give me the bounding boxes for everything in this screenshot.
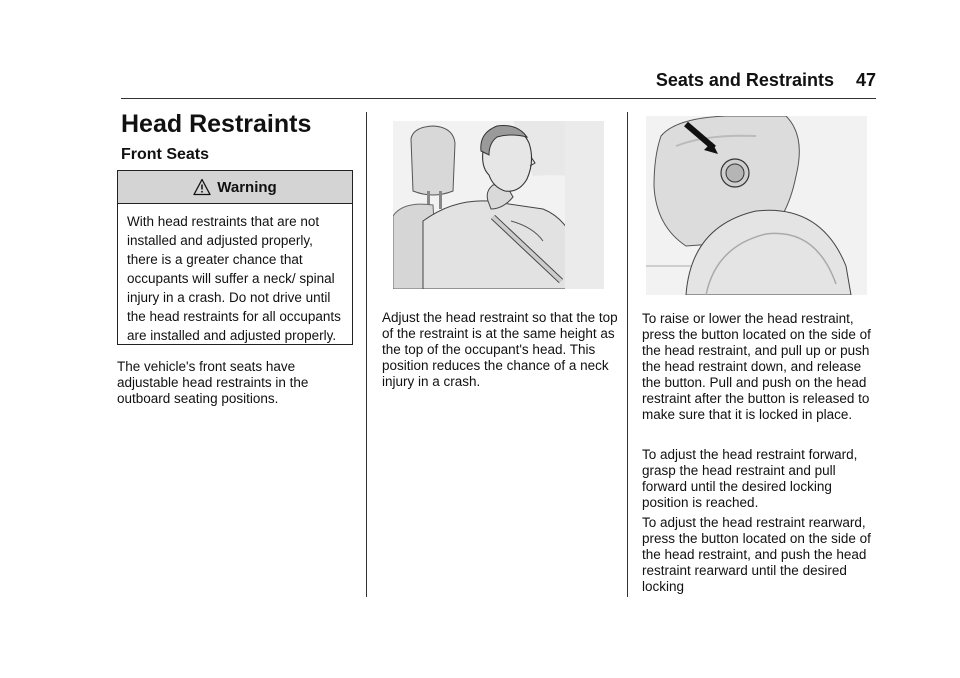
column-divider [627, 112, 628, 597]
head-restraint-button-illustration [646, 116, 867, 295]
warning-icon [193, 178, 211, 196]
seated-occupant-illustration-art [393, 121, 604, 289]
section-title: Head Restraints [121, 110, 312, 138]
paragraph: To raise or lower the head restraint, press the button located on the side of the head restraint, and pull up or push the head restraint down, and release the button. Pull and push on the head restraint after the button is released to make sure that it is locked in place. [642, 311, 871, 422]
seated-occupant-illustration [393, 121, 604, 289]
warning-label: Warning [217, 178, 277, 196]
warning-text: With head restraints that are not installed and adjusted properly, there is a greater chance that occupants will suffer a neck/ spinal injury in a crash. Do not drive until the head restraints for all occupants are installed and adjusted properly. [127, 214, 341, 343]
paragraph: To adjust the head restraint rearward, press the button located on the side of the head restraint, and push the head restraint rearward until the desired locking [642, 515, 871, 594]
warning-box [117, 170, 353, 345]
header-rule [121, 98, 876, 99]
paragraph: To adjust the head restraint forward, grasp the head restraint and pull forward until the desired locking position is reached. [642, 447, 858, 510]
paragraph: Adjust the head restraint so that the top of the restraint is at the same height as the top of the occupant's head. This position reduces the chance of a neck injury in a crash. [382, 310, 618, 389]
paragraph: The vehicle's front seats have adjustable head restraints in the outboard seating positions. [117, 359, 309, 406]
head-restraint-button-illustration-art [646, 116, 867, 295]
header-section-title: Seats and Restraints [655, 70, 834, 90]
subsection-title: Front Seats [121, 146, 210, 163]
page-header [650, 70, 876, 91]
page-number: 47 [855, 70, 876, 90]
column-divider [366, 112, 367, 597]
warning-header [118, 171, 352, 204]
